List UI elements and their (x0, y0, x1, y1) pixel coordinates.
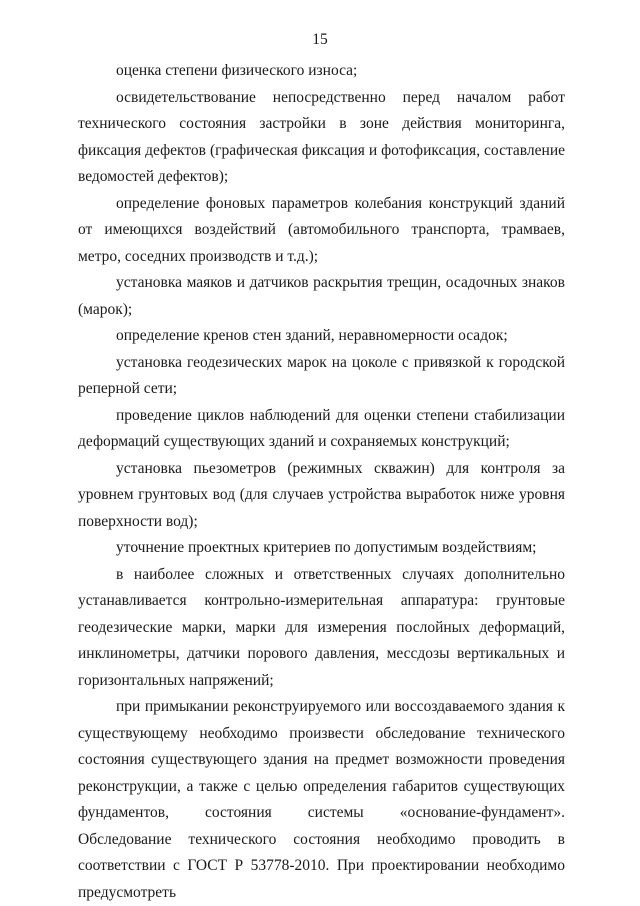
paragraph-observation-cycles: проведение циклов наблюдений для оценки степени стабилизации деформаций существующих зданий и сохраняемых конструкций; (78, 406, 565, 450)
paragraph-measuring-equipment: в наиболее сложных и ответственных случаях дополнительно устанавливается контрольно-измерительная аппаратура: грунтовые геодезические марки, марки для измерения послойных деформаций, инклинометры, датчики порового давления, мессдозы вертикальных и горизонтальных напряжений; (78, 565, 565, 689)
paragraph-vibration-parameters: определение фоновых параметров колебания конструкций зданий от имеющихся воздействий (автомобильного транспорта, трамваев, метро, соседних производств и т.д.); (78, 194, 565, 265)
paragraph-piezometers: установка пьезометров (режимных скважин) для контроля за уровнем грунтовых вод (для случаев устройства выработок ниже уровня поверхности вод); (78, 459, 565, 530)
paragraph-crack-sensors: установка маяков и датчиков раскрытия трещин, осадочных знаков (марок); (78, 274, 565, 318)
paragraph-adjacent-building: при примыкании реконструируемого или воссоздаваемого здания к существующему необходимо произвести обследование технического состояния существующего здания на предмет возможности проведения реконструкции, а также с целью определения габаритов существующих фундаментов, состояния системы «основание-фундамент». Обследование технического состояния необходимо проводить в соответствии с ГОСТ Р 53778-2010. При проектировании необходимо предусмотреть (78, 698, 565, 901)
paragraph-wall-tilt: определение кренов стен зданий, неравномерности осадок; (116, 327, 508, 344)
paragraph-design-criteria: уточнение проектных критериев по допустимым воздействиям; (116, 539, 537, 556)
paragraph-inspection: освидетельствование непосредственно перед началом работ технического состояния застройки в зоне действия мониторинга, фиксация дефектов (графическая фиксация и фотофиксация, составление ведомостей дефектов); (78, 88, 565, 185)
paragraph-geodetic-marks: установка геодезических марок на цоколе с привязкой к городской реперной сети; (78, 353, 565, 397)
body-text (78, 58, 565, 906)
paragraph-physical-wear: оценка степени физического износа; (116, 62, 358, 79)
page-number: 15 (312, 31, 328, 48)
